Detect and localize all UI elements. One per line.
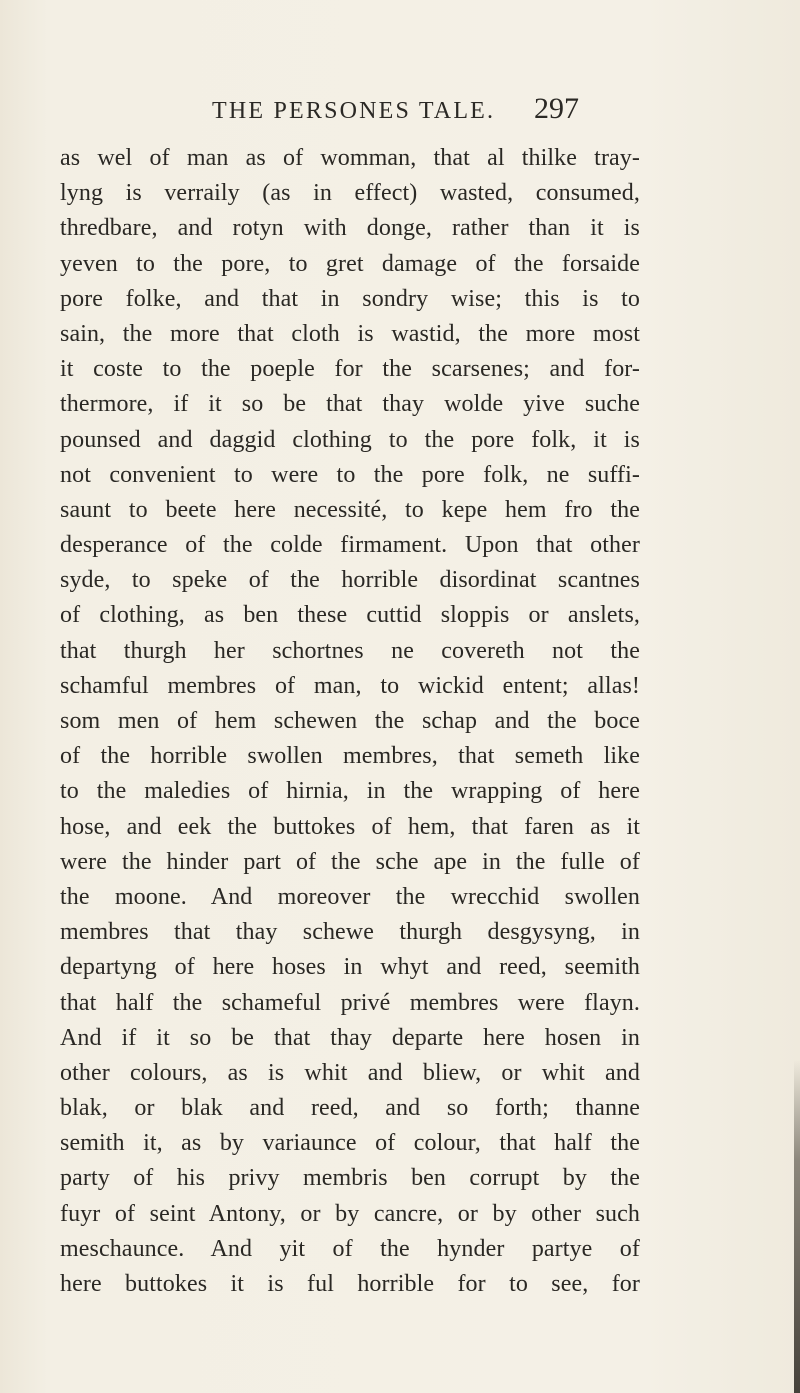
text-line: schamful membres of man, to wickid entent; allas! (60, 672, 640, 699)
text-line: And if it so be that thay departe here hosen in (60, 1024, 640, 1051)
text-line: not convenient to were to the pore folk, ne suffi- (60, 461, 640, 488)
page-number: 297 (534, 92, 579, 125)
text-line: thermore, if it so be that thay wolde yive suche (60, 391, 640, 418)
text-line: as wel of man as of womman, that al thilke tray- (60, 145, 640, 171)
text-line: other colours, as is whit and bliew, or whit and (60, 1059, 640, 1086)
text-line: yeven to the pore, to gret damage of the forsaide (60, 250, 640, 277)
text-line: of clothing, as ben these cuttid sloppis or anslets, (60, 602, 640, 629)
text-line: to the maledies of hirnia, in the wrapping of here (60, 778, 640, 805)
text-line: lyng is verraily (as in effect) wasted, consumed, (60, 180, 640, 207)
page-header (60, 92, 640, 132)
text-line: the moone. And moreover the wrecchid swollen (60, 883, 640, 910)
page-edge-shadow (794, 1060, 800, 1393)
text-line: syde, to speke of the horrible disordinat scantnes (60, 567, 640, 594)
text-line: sain, the more that cloth is wastid, the more most (60, 320, 640, 347)
text-line: of the horrible swollen membres, that semeth like (60, 743, 640, 770)
text-line: fuyr of seint Antony, or by cancre, or by other such (60, 1200, 640, 1227)
text-line: desperance of the colde firmament. Upon that other (60, 532, 640, 559)
running-title: THE PERSONES TALE. (212, 98, 496, 124)
text-line: thredbare, and rotyn with donge, rather than it is (60, 215, 640, 242)
text-line: semith it, as by variaunce of colour, that half the (60, 1130, 640, 1157)
text-line: pore folke, and that in sondry wise; this is to (60, 285, 640, 312)
text-line: it coste to the poeple for the scarsenes; and for- (60, 356, 640, 383)
text-line: hose, and eek the buttokes of hem, that faren as it (60, 813, 640, 840)
text-line: here buttokes it is ful horrible for to see, for (60, 1271, 640, 1297)
text-line: party of his privy membris ben corrupt by the (60, 1165, 640, 1192)
text-line: membres that thay schewe thurgh desgysyng, in (60, 919, 640, 946)
text-line: that thurgh her schortnes ne covereth not the (60, 637, 640, 664)
text-line: pounsed and daggid clothing to the pore folk, it is (60, 426, 640, 453)
text-line: that half the schameful privé membres were flayn. (60, 989, 640, 1016)
text-line: meschaunce. And yit of the hynder partye of (60, 1235, 640, 1262)
text-line: saunt to beete here necessité, to kepe hem fro the (60, 496, 640, 523)
text-line: were the hinder part of the sche ape in the fulle of (60, 848, 640, 875)
body-text (60, 141, 640, 1302)
text-line: departyng of here hoses in whyt and reed, seemith (60, 954, 640, 981)
text-line: som men of hem schewen the schap and the boce (60, 708, 640, 734)
text-line: blak, or blak and reed, and so forth; thanne (60, 1095, 640, 1122)
